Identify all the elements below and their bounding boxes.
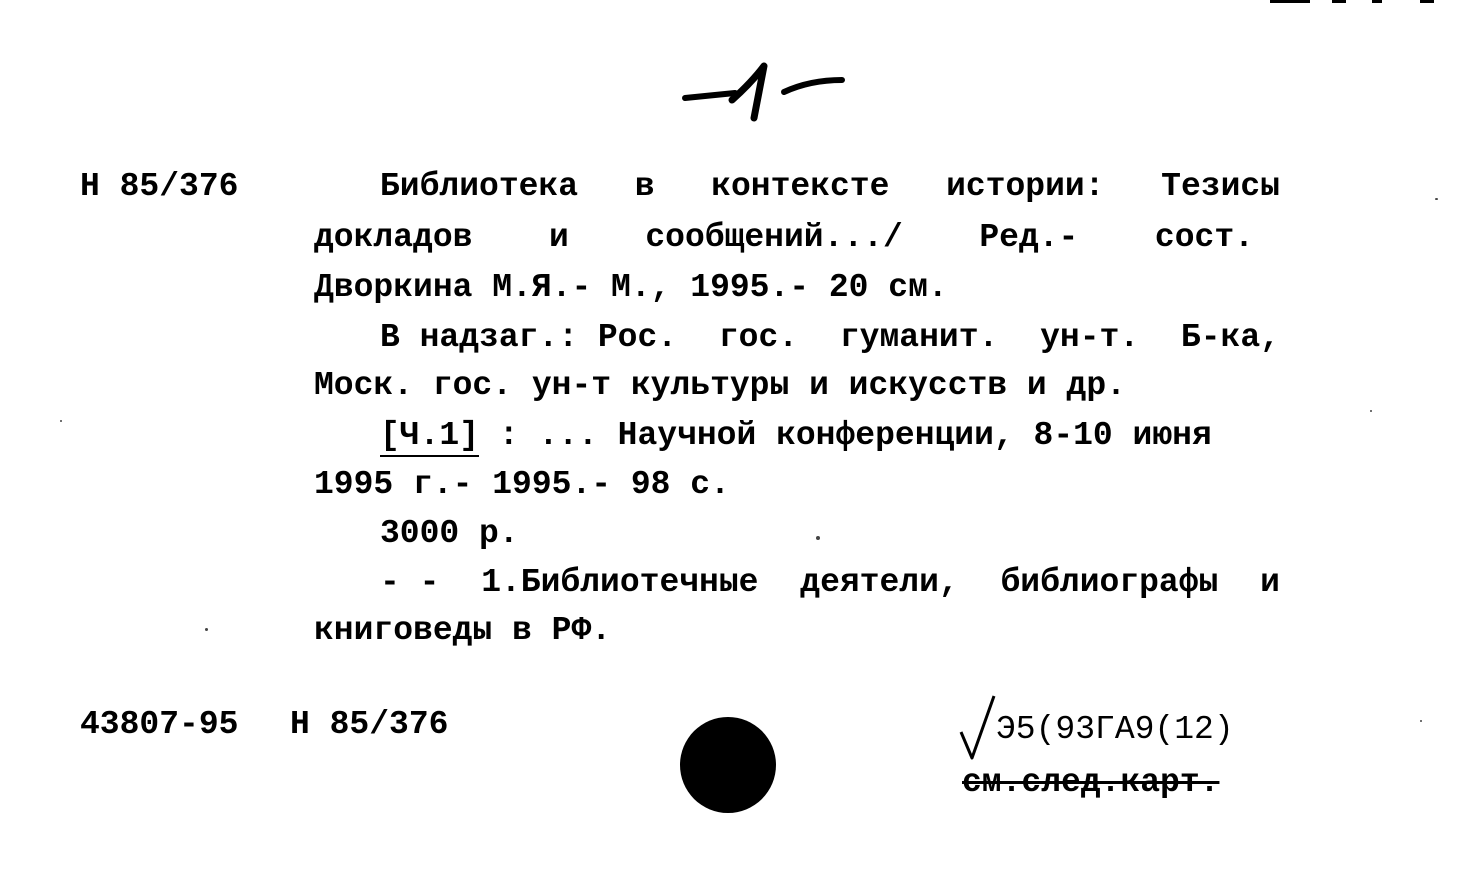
title-line-3: Дворкина М.Я.- М., 1995.- 20 см. — [314, 269, 948, 306]
scan-speck — [1435, 198, 1438, 200]
check-mark-icon — [958, 692, 998, 762]
accession-number: 43807-95 — [80, 706, 239, 743]
note-line-1 — [380, 321, 1280, 354]
title-word: и — [548, 219, 569, 256]
title-word: контексте — [711, 168, 890, 205]
title-line-2 — [314, 221, 1254, 254]
title-word: в — [634, 168, 655, 205]
title-word: Библиотека — [380, 168, 579, 205]
title-word: сост. — [1154, 219, 1254, 256]
scan-speck — [205, 628, 208, 631]
note-line-2: Моск. гос. ун-т культуры и искусств и др. — [314, 367, 1126, 404]
subject-word: деятели, — [800, 564, 959, 601]
title-line-1 — [380, 170, 1280, 203]
shelf-mark: Н 85/376 — [80, 168, 239, 205]
title-word: Ред.- — [979, 219, 1079, 256]
edge-marks — [1270, 0, 1458, 6]
note-word: ун-т. — [1040, 319, 1140, 356]
part-line-1 — [380, 419, 1212, 452]
subject-word: 1.Библиотечные — [481, 564, 759, 601]
footer-shelf-mark: Н 85/376 — [290, 706, 449, 743]
title-word: сообщений.../ — [645, 219, 903, 256]
subject-line-1 — [380, 566, 1280, 599]
subject-word: - - — [380, 564, 440, 601]
classification-code: Э5(93ГА9(12) — [996, 711, 1234, 748]
scan-speck — [60, 420, 62, 422]
see-next-card: см.след.карт. — [962, 764, 1220, 801]
part-label: [Ч.1] — [380, 417, 479, 457]
title-word: Тезисы — [1161, 168, 1280, 205]
title-word: докладов — [314, 219, 473, 256]
title-word: истории: — [946, 168, 1105, 205]
part-line-2: 1995 г.- 1995.- 98 с. — [314, 466, 730, 503]
note-word: гуманит. — [839, 319, 999, 356]
price: 3000 р. — [380, 515, 519, 552]
subject-word: и — [1260, 564, 1280, 601]
note-word: гос. — [718, 319, 799, 356]
scan-speck — [1420, 720, 1422, 722]
subject-word: библиографы — [1000, 564, 1219, 601]
punch-hole — [680, 717, 776, 813]
scan-speck — [816, 536, 820, 540]
note-word: Б-ка, — [1180, 319, 1280, 356]
scan-speck — [1370, 410, 1372, 412]
subject-line-2: книговеды в РФ. — [314, 612, 612, 649]
part-description: : ... Научной конференции, 8-10 июня — [479, 417, 1212, 454]
note-word: В надзаг.: Рос. — [380, 319, 678, 356]
handwritten-page-number — [680, 60, 850, 130]
